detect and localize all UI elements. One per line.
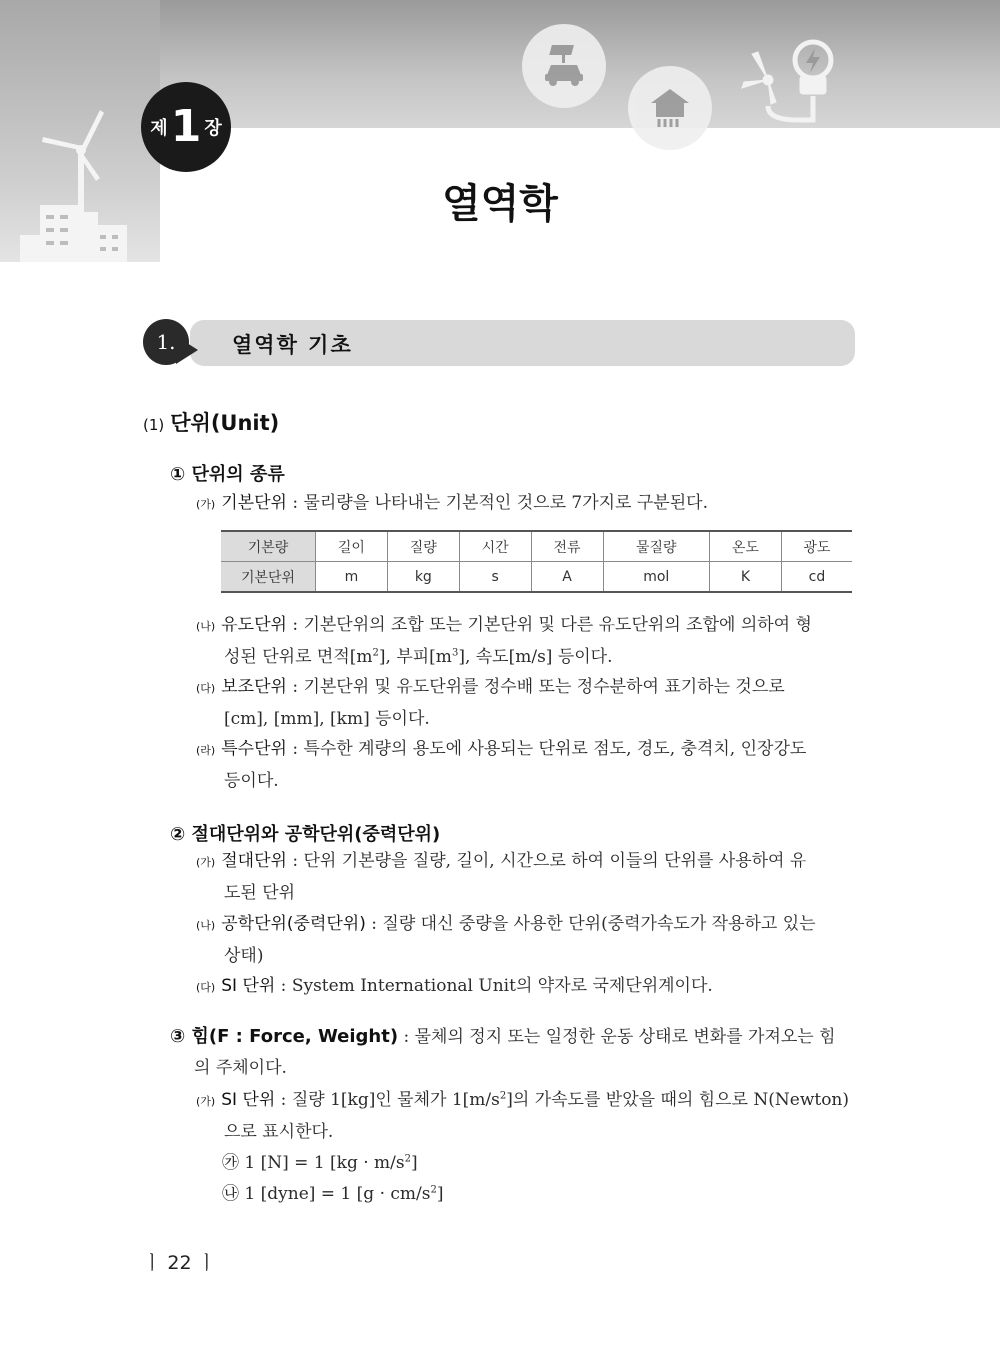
item-continuation: 의 주체이다. [194, 1058, 287, 1078]
item-continuation: 등이다. [224, 771, 279, 791]
item-label: SI 단위 [221, 1090, 276, 1110]
item-continuation [196, 642, 856, 673]
item2-na [196, 909, 856, 972]
table-cell: 온도 [709, 531, 781, 562]
item-tag: (라) [196, 744, 216, 757]
item-tag: (다) [196, 981, 216, 994]
table-cell: 길이 [316, 531, 388, 562]
base-unit-table [221, 530, 852, 593]
item-continuation: 상태) [224, 946, 264, 966]
item-tag: (다) [196, 682, 216, 695]
subsection-title: 단위(Unit) [170, 411, 280, 435]
table-cell: m [316, 562, 388, 593]
item3-heading: ③ 힘(F : Force, Weight) [170, 1026, 399, 1047]
item-text: : 기본단위의 조합 또는 기본단위 및 다른 유도단위의 조합에 의하여 형 [286, 615, 812, 635]
item-text: : 단위 기본량을 질량, 길이, 시간으로 하여 이들의 단위를 사용하여 유 [286, 851, 807, 871]
item-text: 성된 단위로 면적[m [224, 647, 373, 667]
superscript: 2 [499, 1090, 507, 1102]
chapter-badge [141, 82, 231, 172]
table-cell: kg [387, 562, 459, 593]
wind-plug-icon [738, 36, 834, 130]
item-tag: (가) [196, 856, 216, 869]
item1-ga [196, 488, 708, 520]
item-continuation: [cm], [mm], [km] 등이다. [224, 709, 430, 729]
item-tag: (나) [196, 919, 216, 932]
item-label: 기본단위 [221, 493, 287, 513]
item2-da [196, 971, 856, 1003]
section-title: 열역학 기초 [232, 333, 353, 357]
solar-car-icon [522, 24, 606, 108]
equation-text: 1 [N] = 1 [kg · m/s [239, 1153, 405, 1173]
item-text: ], 부피[m [378, 647, 452, 667]
item-text: ]의 가속도를 받았을 때의 힘으로 N(Newton) [506, 1090, 850, 1110]
table-header-cell: 기본량 [221, 531, 316, 562]
item-label: 특수단위 [221, 739, 287, 759]
equation-mark: ㉯ [222, 1184, 239, 1204]
equation-dyne [222, 1179, 444, 1210]
geothermal-house-icon [628, 66, 712, 150]
table-cell: K [709, 562, 781, 593]
table-cell: s [459, 562, 531, 593]
item-label: 절대단위 [221, 851, 287, 871]
table-cell: mol [603, 562, 709, 593]
superscript: 2 [404, 1153, 412, 1165]
table-cell: 질량 [387, 531, 459, 562]
item1-heading: ① 단위의 종류 [170, 464, 285, 485]
item-tag: (가) [196, 1095, 216, 1108]
table-cell: 물질량 [603, 531, 709, 562]
item-label: 보조단위 [221, 677, 287, 697]
section-number: 1. [143, 319, 189, 365]
item2-heading: ② 절대단위와 공학단위(중력단위) [170, 824, 441, 845]
superscript: 2 [430, 1184, 437, 1196]
item-text: : 질량 1[kg]인 물체가 1[m/s [275, 1090, 500, 1110]
equation-text: 1 [dyne] = 1 [g · cm/s [239, 1184, 431, 1204]
item3-intro [170, 1021, 856, 1084]
table-cell: 전류 [531, 531, 603, 562]
chapter-title: 열역학 [442, 181, 558, 227]
equation-text: ] [411, 1153, 418, 1173]
chapter-suffix: 장 [204, 118, 222, 139]
page-number: ㅣ 22 ㅣ [143, 1252, 216, 1274]
equation-text: ] [436, 1184, 444, 1204]
item-label: 공학단위(중력단위) [221, 914, 366, 934]
table-cell: 시간 [459, 531, 531, 562]
item-tag: (나) [196, 620, 216, 633]
superscript: 3 [451, 647, 459, 659]
item-text: : 질량 대신 중량을 사용한 단위(중력가속도가 작용하고 있는 [365, 914, 816, 934]
item-label: 유도단위 [221, 615, 287, 635]
item-text: : 물리량을 나타내는 기본적인 것으로 7가지로 구분된다. [286, 493, 708, 513]
item-text: : System International Unit의 약자로 국제단위계이다. [275, 976, 713, 996]
chapter-banner [0, 0, 1000, 262]
item1-da [196, 672, 856, 735]
superscript: 2 [372, 647, 379, 659]
subsection-heading [143, 407, 279, 437]
item1-na [196, 610, 856, 673]
table-cell: A [531, 562, 603, 593]
chapter-prefix: 제 [150, 118, 168, 139]
item-text: : 특수한 계량의 용도에 사용되는 단위로 점도, 경도, 충격치, 인장강도 [286, 739, 807, 759]
item-text: : 기본단위 및 유도단위를 정수배 또는 정수분하여 표기하는 것으로 [286, 677, 785, 697]
item-continuation: 도된 단위 [224, 883, 296, 903]
equation-mark: ㉮ [222, 1153, 239, 1173]
item1-ra [196, 734, 856, 797]
subsection-prefix: (1) [143, 416, 165, 434]
table-header-cell: 기본단위 [221, 562, 316, 593]
item-text: ], 속도[m/s] 등이다. [458, 647, 613, 667]
table-row [221, 531, 852, 562]
chapter-number: 1 [170, 101, 202, 152]
item3-ga [196, 1085, 856, 1148]
item-text: : 물체의 정지 또는 일정한 운동 상태로 변화를 가져오는 힘 [398, 1027, 836, 1047]
item2-ga [196, 846, 856, 909]
item-continuation: 으로 표시한다. [224, 1122, 334, 1142]
table-cell: cd [781, 562, 852, 593]
item-tag: (가) [196, 498, 216, 511]
table-cell: 광도 [781, 531, 852, 562]
equation-newton [222, 1148, 418, 1179]
table-row [221, 562, 852, 593]
item-label: SI 단위 [221, 976, 276, 996]
